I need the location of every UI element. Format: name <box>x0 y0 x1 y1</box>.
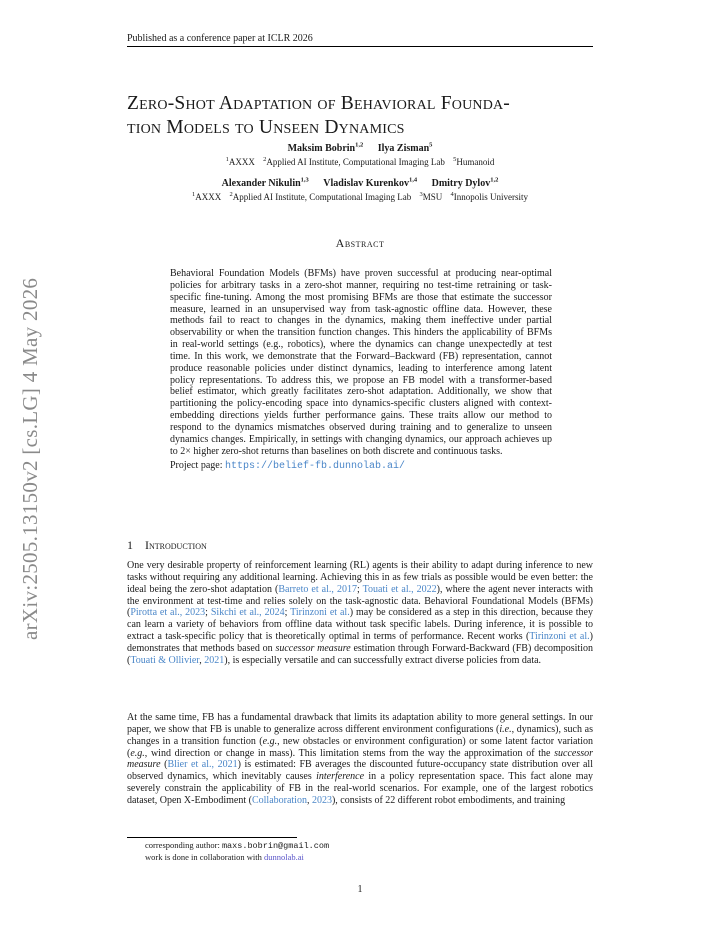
project-label: Project page: <box>170 459 223 471</box>
citation-link[interactable]: Sikchi et al., 2024 <box>210 607 285 619</box>
citation-link[interactable]: Touati & Ollivier <box>130 654 200 666</box>
abstract-heading: Abstract <box>335 236 385 250</box>
footnote-collaboration: work is done in collaboration with dunnolab.ai <box>145 851 304 862</box>
section-number: 1 <box>127 538 133 552</box>
abstract-text: Behavioral Foundation Models (BFMs) have proven successful at producing near-optimal policies for arbitrary tasks in a zero-shot manner, requiring no test-time retraining or task-specific fine-tuning. Among the most promising BFMs are those that estimate the successor measure, learned in an unsupervised way from task-agnostic offline data. However, these methods fail to react to changes in the dynamics, making them ineffective under partial observability or when the transition function changes. This hinders the applicability of BFMs in real-world settings (e.g., robotics), where the dynamics can change unexpectedly at test time. In this work, we demonstrate that the Forward–Backward (FB) representation, cannot produce reasonable policies under distinct dynamics, leading to interference among latent policy representations. To address this, we propose an FB model with a transformer-based belief estimator, which greatly facilitates zero-shot adaptation. Additionally, we show that partitioning the policy-encoding space into dynamics-specific clusters aligned with context-embedding directions yields further performance gains. These traits allow our method to respond to the dynamics mismatches observed during training and to generalize to unseen dynamics changes. Empirically, in settings with changing dynamics, our approach achieves up to 2× higher zero-shot returns than baselines on both discrete and continuous tasks. <box>170 268 552 457</box>
title-line-2: tion Models to Unseen Dynamics <box>127 117 405 138</box>
footnote-corresponding: corresponding author: maxs.bobrin@gmail.com <box>145 840 330 851</box>
citation-link[interactable]: 2023 <box>311 794 332 806</box>
author-name: Ilya Zisman$^5$ <box>377 142 433 155</box>
section-title: Introduction <box>145 538 207 552</box>
citation-link[interactable]: Tirinzoni et al. <box>290 607 350 619</box>
section-heading-introduction <box>127 538 207 553</box>
title-line-1: Zero-Shot Adaptation of Behavioral Founda- <box>127 93 511 114</box>
footnotes <box>145 840 585 862</box>
author-name: Dmitry Dylov$^{1,2}$ <box>431 177 499 190</box>
citation-link[interactable]: 2021 <box>204 654 225 666</box>
emphasis: successor measure <box>275 642 351 654</box>
dunnolab-link[interactable]: dunnolab.ai <box>263 851 304 862</box>
footnote-rule <box>127 837 297 838</box>
affiliations: $^1$AXXX $^2$Applied AI Institute, Computational Imaging Lab $^5$Humanoid <box>225 156 495 168</box>
author-block-1 <box>127 142 593 167</box>
citation-link[interactable]: Barreto et al., 2017 <box>278 583 357 595</box>
affiliations: $^1$AXXX $^2$Applied AI Institute, Computational Imaging Lab $^3$MSU $^4$Innopolis University <box>192 191 528 203</box>
citation-link[interactable]: Collaboration <box>251 794 307 806</box>
intro-paragraph-1: One very desirable property of reinforcement learning (RL) agents is their ability to adapt during inference to new tasks without requiring any additional learning. Achieving this in as few trials as possible would be even better: the ideal being the zero-shot adaptation (Barreto et al., 2017; Touati et al., 2022), where the agent never interacts with the environment at test-time and relies solely on the task-agnostic data. Behavioral Foundational Models (BFMs) (Pirotta et al., 2023; Sikchi et al., 2024; Tirinzoni et al.) may be considered as a step in this direction, because they can learn a variety of behaviors from offline data without task specific labels. During inference, it is possible to extract a task-specific policy that is theoretically optimal in terms of performance. Recent works (Tirinzoni et al.) demonstrates that methods based on successor measure estimation through Forward-Backward (FB) decomposition (Touati & Ollivier, 2021), is especially versatile and can successfully extract diverse policies from data. <box>127 560 594 666</box>
author-name: Maksim Bobrin$^{1,2}$ <box>287 142 364 155</box>
project-page <box>170 460 552 473</box>
page-number: 1 <box>357 884 363 895</box>
running-header: Published as a conference paper at ICLR 2026 <box>127 33 313 44</box>
author-block-2 <box>127 177 593 202</box>
paper-title <box>127 92 607 140</box>
abstract <box>170 268 552 472</box>
email-link[interactable]: maxs.bobrin@gmail.com <box>221 841 330 851</box>
citation-link[interactable]: Touati et al., 2022 <box>362 583 437 595</box>
header-rule <box>127 46 593 47</box>
citation-link[interactable]: Blier et al., 2021 <box>167 759 238 771</box>
author-name: Vladislav Kurenkov$^{1,4}$ <box>323 177 418 190</box>
arxiv-stamp: arXiv:2505.13150v2 [cs.LG] 4 May 2026 <box>18 277 42 640</box>
author-name: Alexander Nikulin$^{1,3}$ <box>221 177 309 190</box>
intro-paragraph-2: At the same time, FB has a fundamental drawback that limits its adaptation ability to more general settings. In our paper, we show that FB is unable to generalize across different environment configurations (i.e., dynamics), such as changes in a transition function (e.g., new obstacles or environment configuration) or some latent factor variation (e.g., wind direction or change in mass). This limitation stems from the way the approximation of the successor measure (Blier et al., 2021) is estimated: FB averages the discounted future-occupancy state distribution over all observed dynamics, which inevitably causes interference in a policy representation space. This fact alone may severely constrain the applicability of FB in the real-world scenarios. For example, one of the largest robotics dataset, Open X-Embodiment (Collaboration, 2023), consists of 22 different robot embodiments, and training <box>127 712 594 806</box>
citation-link[interactable]: Tirinzoni et al. <box>529 631 590 643</box>
project-link[interactable]: https://belief-fb.dunnolab.ai/ <box>224 460 406 472</box>
citation-link[interactable]: Pirotta et al., 2023 <box>130 607 206 619</box>
